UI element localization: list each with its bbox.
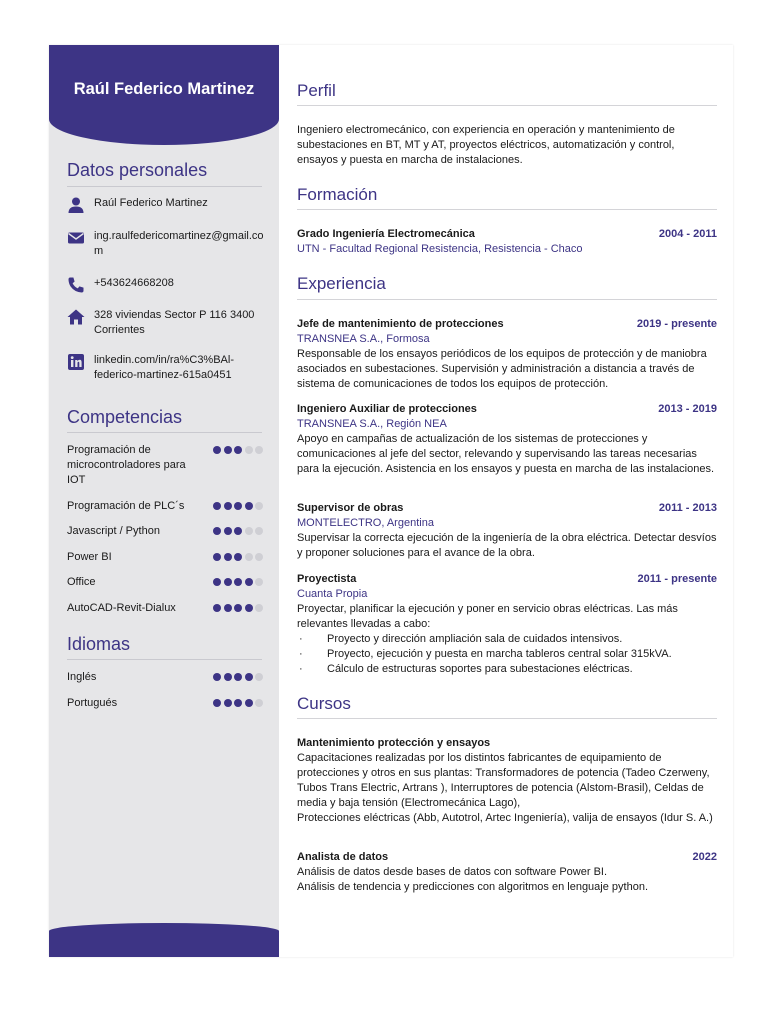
candidate-name: Raúl Federico Martinez [73, 80, 255, 98]
rating-dot-filled [213, 699, 221, 707]
languages-section-title: Idiomas [67, 634, 131, 654]
job-title: Jefe de mantenimiento de protecciones [297, 318, 504, 330]
job-description: Responsable de los ensayos periódicos de los equipos de protección y de maniobra asociados en subestaciones. Supervisión y administración a distancia a través de sistema de comunicaciones de todos los equipos de protección. [297, 348, 707, 390]
rating-dot-filled [245, 578, 253, 586]
degree-title: Grado Ingeniería Electromecánica [297, 228, 475, 240]
course-dates: 2022 [692, 851, 717, 863]
rating-dot-filled [224, 578, 232, 586]
rating-dot-filled [234, 553, 242, 561]
skill-name: Programación de microcontroladores para IOT [67, 444, 186, 486]
course-title: Mantenimiento protección y ensayos [297, 737, 491, 749]
phone-text[interactable]: +543624668208 [94, 277, 174, 289]
sidebar [49, 45, 279, 957]
sidebar-footer [49, 923, 279, 957]
rating-dot-empty [255, 502, 263, 510]
rating-dot-filled [224, 527, 232, 535]
divider [297, 299, 717, 300]
language-name: Portugués [67, 697, 118, 709]
skill-row [67, 524, 263, 539]
rating-dot-filled [213, 446, 221, 454]
divider [297, 718, 717, 719]
person-icon [67, 196, 85, 214]
job-description: Proyectar, planificar la ejecución y poner en servicio obras eléctricas. Las más relevantes llevadas a cabo: [297, 603, 678, 630]
course-description: Análisis de datos desde bases de datos con software Power BI. [297, 866, 608, 878]
skill-rating [211, 578, 264, 586]
divider [67, 186, 262, 187]
job-company: MONTELECTRO, Argentina [297, 517, 434, 529]
email-text[interactable]: ing.raulfedericomartinez@gmail.com [94, 230, 264, 257]
language-rating [211, 699, 264, 707]
skill-rating [211, 604, 264, 612]
experience-entry [297, 572, 717, 677]
education-section-title: Formación [297, 185, 378, 204]
job-company: TRANSNEA S.A., Formosa [297, 333, 430, 345]
skill-row [67, 443, 263, 488]
experience-entry [297, 317, 717, 392]
sidebar-header [49, 45, 279, 145]
rating-dot-empty [255, 673, 263, 681]
skill-name: Javascript / Python [67, 525, 160, 537]
education-institution: UTN - Facultad Regional Resistencia, Resistencia - Chaco [297, 243, 583, 255]
skill-name: Office [67, 576, 96, 588]
rating-dot-filled [224, 673, 232, 681]
profile-text: Ingeniero electromecánico, con experiencia en operación y mantenimiento de subestaciones en BT, MT y AT, proyectos eléctricos, automatización y control, ensayos y puesta en marcha de instalaciones. [297, 124, 675, 166]
personal-item-email[interactable] [67, 229, 267, 259]
skill-rating [211, 527, 264, 535]
skill-rating [211, 553, 264, 561]
main-content [297, 45, 717, 957]
language-name: Inglés [67, 671, 97, 683]
job-description: Supervisar la correcta ejecución de la ingeniería de la obra eléctrica. Detectar desvíos y proponer soluciones para el avance de la obra. [297, 532, 717, 559]
rating-dot-filled [213, 673, 221, 681]
project-list [297, 632, 717, 677]
language-row [67, 696, 263, 711]
course-entry [297, 736, 717, 826]
divider [67, 432, 262, 433]
skill-name: Programación de PLC´s [67, 500, 185, 512]
rating-dot-empty [255, 553, 263, 561]
personal-item-phone[interactable] [67, 276, 267, 294]
language-rating [211, 673, 264, 681]
rating-dot-empty [255, 578, 263, 586]
experience-entry [297, 402, 717, 477]
rating-dot-empty [255, 527, 263, 535]
rating-dot-filled [224, 699, 232, 707]
home-icon [67, 308, 85, 326]
rating-dot-filled [245, 502, 253, 510]
rating-dot-filled [224, 553, 232, 561]
job-dates: 2013 - 2019 [658, 403, 717, 415]
course-title: Analista de datos [297, 851, 389, 863]
rating-dot-filled [213, 604, 221, 612]
rating-dot-filled [234, 604, 242, 612]
phone-icon [67, 276, 85, 294]
job-title: Supervisor de obras [297, 502, 404, 514]
rating-dot-empty [255, 604, 263, 612]
rating-dot-filled [224, 604, 232, 612]
rating-dot-filled [234, 699, 242, 707]
linkedin-text[interactable]: linkedin.com/in/ra%C3%BAl-federico-martinez-615a0451 [94, 354, 234, 381]
address-text: 328 viviendas Sector P 116 3400 Corrientes [94, 309, 255, 336]
education-dates: 2004 - 2011 [658, 228, 717, 240]
divider [297, 209, 717, 210]
rating-dot-filled [234, 527, 242, 535]
job-description: Apoyo en campañas de actualización de los sistemas de protecciones y comunicaciones al jefe del sector, relevando y supervisando las tareas necesarias para la ejecución. Asistencia en los ensayos y puesta en marcha de las instalaciones. [297, 433, 715, 475]
divider [67, 659, 262, 660]
skill-rating [211, 446, 264, 454]
skill-rating [211, 502, 264, 510]
personal-section-title: Datos personales [67, 160, 208, 180]
list-item: · Cálculo de estructuras soportes para subestaciones eléctricas. [297, 662, 717, 677]
rating-dot-filled [234, 578, 242, 586]
courses-section-title: Cursos [297, 694, 351, 713]
rating-dot-filled [213, 527, 221, 535]
job-company: Cuanta Propia [297, 588, 368, 600]
job-dates: 2019 - presente [636, 318, 717, 330]
skill-row [67, 550, 263, 565]
rating-dot-filled [245, 699, 253, 707]
education-entry [297, 227, 717, 257]
list-item: · Proyecto, ejecución y puesta en marcha tableros central solar 315kVA. [297, 647, 717, 662]
rating-dot-empty [245, 446, 253, 454]
rating-dot-filled [213, 553, 221, 561]
rating-dot-filled [234, 673, 242, 681]
linkedin-icon [67, 353, 85, 371]
skill-name: Power BI [67, 551, 112, 563]
rating-dot-empty [245, 527, 253, 535]
divider [297, 105, 717, 106]
job-company: TRANSNEA S.A., Región NEA [297, 418, 447, 430]
job-title: Proyectista [297, 573, 357, 585]
skill-row [67, 575, 263, 590]
personal-item-address [67, 308, 267, 338]
rating-dot-filled [245, 673, 253, 681]
course-entry [297, 850, 717, 895]
experience-section-title: Experiencia [297, 274, 386, 293]
rating-dot-empty [255, 446, 263, 454]
language-row [67, 670, 263, 685]
course-description: Protecciones eléctricas (Abb, Autotrol, Artec Ingeniería), valija de ensayos (Idur S. A.) [297, 812, 713, 824]
skill-name: AutoCAD-Revit-Dialux [67, 602, 176, 614]
job-dates: 2011 - 2013 [658, 502, 717, 514]
rating-dot-filled [213, 502, 221, 510]
rating-dot-filled [224, 502, 232, 510]
skills-section-title: Competencias [67, 407, 183, 427]
rating-dot-filled [213, 578, 221, 586]
rating-dot-empty [245, 553, 253, 561]
profile-section-title: Perfil [297, 81, 336, 100]
skill-row [67, 601, 263, 616]
personal-item-linkedin[interactable] [67, 353, 267, 383]
job-title: Ingeniero Auxiliar de protecciones [297, 403, 477, 415]
personal-item-name [67, 196, 267, 214]
skill-row [67, 499, 263, 514]
rating-dot-filled [234, 502, 242, 510]
experience-entry [297, 501, 717, 561]
course-description: Análisis de tendencia y predicciones con algoritmos en lenguaje python. [297, 881, 648, 893]
rating-dot-filled [234, 446, 242, 454]
course-description: Capacitaciones realizadas por los distintos fabricantes de equipamiento de protecciones y otros en sus plantas: Transformadores de potencia (Tadeo Czerweny, Tubos Trans Electric, Artrans ), Interruptores de potencia (Alstom-Brasil), Celdas de media y baja tensión (Electromecánica Lago), [297, 752, 710, 809]
rating-dot-filled [245, 604, 253, 612]
list-item: · Proyecto y dirección ampliación sala de cuidados intensivos. [297, 632, 717, 647]
rating-dot-empty [255, 699, 263, 707]
rating-dot-filled [224, 446, 232, 454]
resume-page [49, 45, 733, 957]
personal-name-text: Raúl Federico Martinez [94, 197, 208, 209]
job-dates: 2011 - presente [637, 573, 717, 585]
email-icon [67, 229, 85, 247]
